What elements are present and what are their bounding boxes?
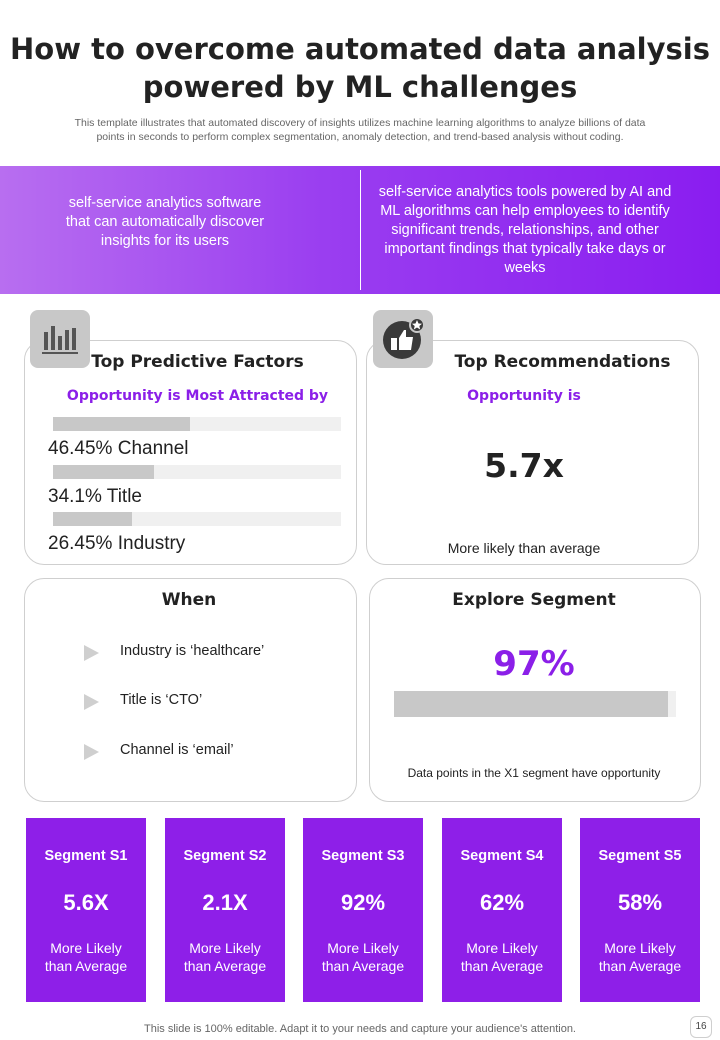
explore-segment-title: Explore Segment (452, 590, 616, 610)
segment-card-s5 (580, 818, 700, 1002)
factor-bar-title (53, 465, 341, 479)
segment-name: Segment S4 (460, 848, 544, 864)
explore-segment-caption: Data points in the X1 segment have opportunity (407, 766, 661, 780)
segment-name: Segment S5 (598, 848, 682, 864)
segment-desc-line: than Average (321, 958, 405, 974)
segment-description (165, 939, 285, 975)
segment-value: 5.6X (63, 890, 109, 915)
page-title (0, 30, 720, 106)
segment-desc-line: than Average (44, 958, 128, 974)
segment-desc-line: More Likely (466, 940, 538, 956)
condition-text: Channel is ‘email’ (120, 742, 234, 758)
segment-desc-line: than Average (598, 958, 682, 974)
banner-left-text: self-service analytics software that can automatically discover insights for its users (65, 195, 265, 249)
segment-value: 58% (617, 890, 663, 915)
page-title-line-2: powered by ML challenges (142, 70, 578, 104)
segment-card-s4 (442, 818, 562, 1002)
when-card (24, 578, 357, 802)
banner-divider (360, 170, 361, 290)
segment-desc-line: More Likely (327, 940, 399, 956)
intro-banner (0, 166, 720, 294)
explore-progress-track (394, 691, 676, 717)
thumbs-up-star-icon (373, 310, 433, 368)
recommendations-caption: More likely than average (447, 540, 601, 556)
explore-progress-fill (394, 691, 668, 717)
segment-description (442, 939, 562, 975)
segment-description (26, 939, 146, 975)
segment-desc-line: than Average (183, 958, 267, 974)
segment-desc-line: More Likely (604, 940, 676, 956)
footer-note: This slide is 100% editable. Adapt it to your needs and capture your audience's attention. (144, 1023, 576, 1035)
page-subtitle-line-2: points in seconds to perform complex segmentation, anomaly detection, and trend-based analysis without coding. (96, 131, 624, 143)
factor-bar-industry (53, 512, 341, 526)
factor-bar-fill (53, 417, 190, 431)
condition-text: Title is ‘CTO’ (120, 692, 203, 708)
segment-card-s3 (303, 818, 423, 1002)
segment-value: 2.1X (202, 890, 248, 915)
segment-value: 92% (340, 890, 386, 915)
segment-description (580, 939, 700, 975)
predictive-factors-title: Top Predictive Factors (91, 352, 304, 372)
segment-name: Segment S1 (44, 848, 128, 864)
segment-desc-line: than Average (460, 958, 544, 974)
segment-desc-line: More Likely (189, 940, 261, 956)
segment-name: Segment S2 (183, 848, 267, 864)
segment-description (303, 939, 423, 975)
page-title-line-1: How to overcome automated data analysis (10, 32, 710, 66)
when-title: When (161, 590, 217, 610)
banner-right-text: self-service analytics tools powered by AI and ML algorithms can help employees to identify significant trends, relationships, and other important findings that typically take days or weeks (378, 184, 672, 276)
factor-bar-channel (53, 417, 341, 431)
factor-bar-fill (53, 512, 132, 526)
factor-label-industry: 26.45% Industry (48, 533, 186, 554)
segment-value: 62% (479, 890, 525, 915)
page-number: 16 (690, 1016, 712, 1038)
recommendations-subtitle: Opportunity is (467, 388, 581, 404)
factor-bar-fill (53, 465, 154, 479)
page-subtitle (20, 116, 700, 144)
triangle-bullet-icon (84, 744, 99, 760)
triangle-bullet-icon (84, 694, 99, 710)
segment-desc-line: More Likely (50, 940, 122, 956)
factor-label-title: 34.1% Title (48, 486, 142, 507)
segment-card-s1 (26, 818, 146, 1002)
segment-name: Segment S3 (321, 848, 405, 864)
condition-text: Industry is ‘healthcare’ (120, 643, 265, 659)
factor-label-channel: 46.45% Channel (48, 438, 189, 459)
predictive-factors-subtitle: Opportunity is Most Attracted by (66, 388, 329, 404)
recommendations-value: 5.7x (484, 446, 564, 485)
segment-card-s2 (165, 818, 285, 1002)
page-subtitle-line-1: This template illustrates that automated discovery of insights utilizes machine learning algorithms to analyze billions of data (74, 117, 646, 129)
recommendations-title: Top Recommendations (454, 352, 671, 372)
triangle-bullet-icon (84, 645, 99, 661)
explore-segment-value: 97% (493, 644, 575, 684)
